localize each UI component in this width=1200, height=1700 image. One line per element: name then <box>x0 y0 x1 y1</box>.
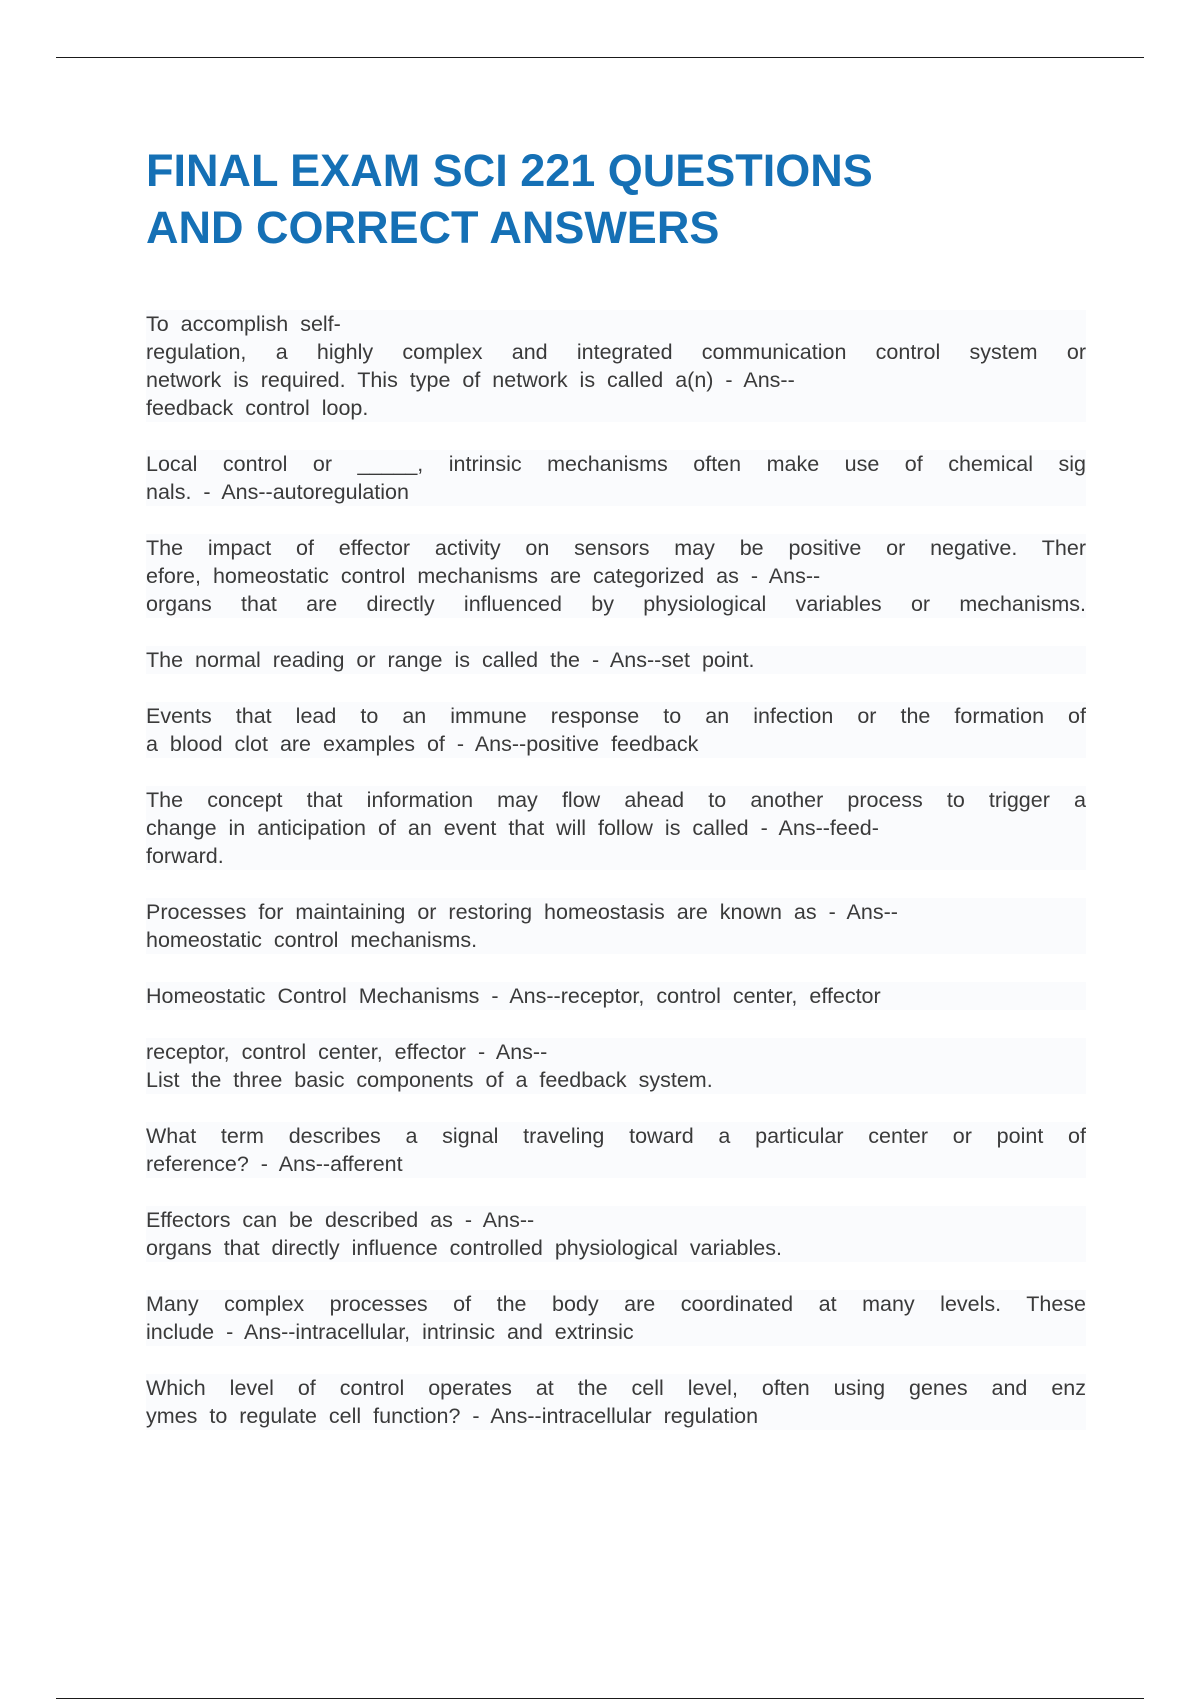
qa-line: change in anticipation of an event that will follow is called - Ans--feed- <box>146 814 1086 842</box>
qa-line: Which level of control operates at the cell level, often using genes and enz <box>146 1376 1086 1400</box>
qa-entry <box>146 646 1086 674</box>
qa-line: regulation, a highly complex and integrated communication control system or <box>146 340 1086 364</box>
qa-line: organs that directly influence controlled physiological variables. <box>146 1234 1086 1262</box>
qa-list <box>146 310 1086 1458</box>
qa-entry <box>146 534 1086 618</box>
qa-line: Local control or _____, intrinsic mechanisms often make use of chemical sig <box>146 452 1086 476</box>
qa-entry <box>146 1038 1086 1094</box>
qa-entry <box>146 1374 1086 1430</box>
qa-entry <box>146 1290 1086 1346</box>
top-rule <box>56 57 1144 58</box>
qa-line: forward. <box>146 842 1086 870</box>
qa-line: The concept that information may flow ahead to another process to trigger a <box>146 788 1086 812</box>
qa-entry <box>146 982 1086 1010</box>
qa-line: include - Ans--intracellular, intrinsic and extrinsic <box>146 1318 1086 1346</box>
qa-line: To accomplish self- <box>146 310 1086 338</box>
qa-line: Processes for maintaining or restoring homeostasis are known as - Ans-- <box>146 898 1086 926</box>
qa-entry <box>146 1206 1086 1262</box>
qa-line: feedback control loop. <box>146 394 1086 422</box>
qa-entry <box>146 786 1086 870</box>
qa-line: Homeostatic Control Mechanisms - Ans--receptor, control center, effector <box>146 982 1086 1010</box>
qa-entry <box>146 1122 1086 1178</box>
qa-line: Many complex processes of the body are coordinated at many levels. These <box>146 1292 1086 1316</box>
title-line: AND CORRECT ANSWERS <box>146 202 720 253</box>
qa-line: Effectors can be described as - Ans-- <box>146 1206 1086 1234</box>
qa-entry <box>146 898 1086 954</box>
qa-line: efore, homeostatic control mechanisms are categorized as - Ans-- <box>146 562 1086 590</box>
qa-line: a blood clot are examples of - Ans--positive feedback <box>146 730 1086 758</box>
qa-line: The impact of effector activity on sensors may be positive or negative. Ther <box>146 536 1086 560</box>
qa-line: ymes to regulate cell function? - Ans--intracellular regulation <box>146 1402 1086 1430</box>
qa-line: homeostatic control mechanisms. <box>146 926 1086 954</box>
bottom-rule <box>56 1698 1144 1699</box>
qa-line: organs that are directly influenced by physiological variables or mechanisms. <box>146 592 1086 616</box>
qa-entry <box>146 310 1086 422</box>
qa-entry <box>146 702 1086 758</box>
qa-line: What term describes a signal traveling toward a particular center or point of <box>146 1124 1086 1148</box>
qa-line: nals. - Ans--autoregulation <box>146 478 1086 506</box>
qa-line: List the three basic components of a feedback system. <box>146 1066 1086 1094</box>
title-line: FINAL EXAM SCI 221 QUESTIONS <box>146 145 873 196</box>
qa-line: receptor, control center, effector - Ans-- <box>146 1038 1086 1066</box>
qa-entry <box>146 450 1086 506</box>
qa-line: network is required. This type of network is called a(n) - Ans-- <box>146 366 1086 394</box>
document-title <box>146 142 1096 256</box>
qa-line: The normal reading or range is called the - Ans--set point. <box>146 646 1086 674</box>
qa-line: Events that lead to an immune response to an infection or the formation of <box>146 704 1086 728</box>
qa-line: reference? - Ans--afferent <box>146 1150 1086 1178</box>
